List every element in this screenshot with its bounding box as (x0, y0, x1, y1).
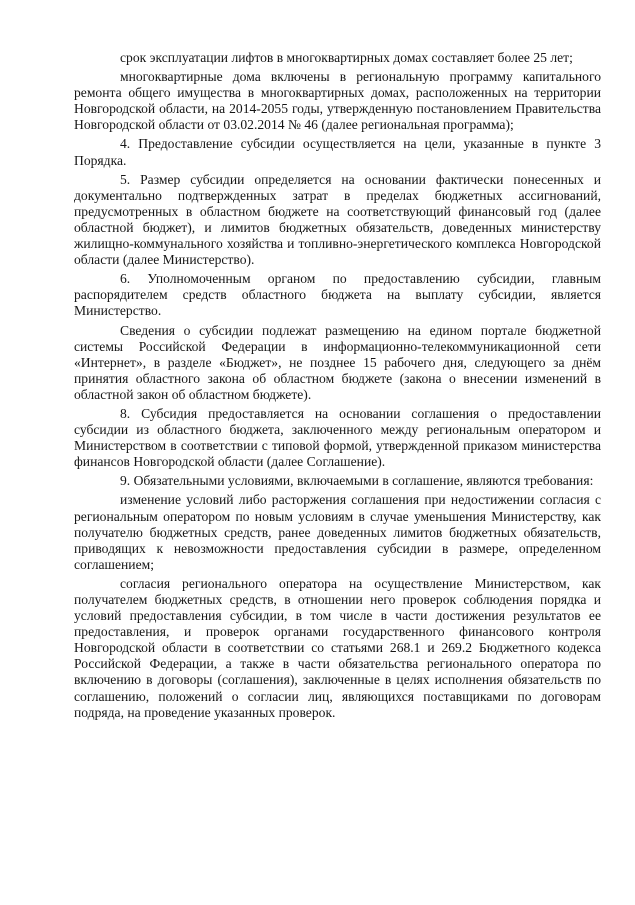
paragraph-elevator-lifetime: срок эксплуатации лифтов в многоквартирных домах составляет более 25 лет; (120, 50, 573, 65)
paragraph-audit-consent: согласия регионального оператора на осуществление Министерством, как получателем бюджетных средств, в отношении него проверок соблюдения порядка и условий предоставления субсидии, в том числе в части достижения результатов ее предоставления, и проверок органами государственного финансового контроля Новгородской области в соответствии со статьями 268.1 и 269.2 Бюджетного кодекса Российской Федерации, а также в части обязательства регионального оператора по включению в договоры (соглашения), заключенные в целях исполнения обязательств по соглашению, положений о согласии лиц, являющихся поставщиками по договорам подряда, на проведение указанных проверок. (74, 575, 601, 720)
paragraph-agreement-change: изменение условий либо расторжения соглашения при недостижении согласия с региональным оператором по новым условиям в случае уменьшения Министерству, как получателю бюджетных средств, ранее доведенных лимитов бюджетных обязательств, приводящих к невозможности предоставления субсидии в размере, определенном соглашением; (74, 492, 601, 572)
paragraph-item-6: 6. Уполномоченным органом по предоставлению субсидии, главным распорядителем средств областного бюджета на выплату субсидии, является Министерство. (74, 271, 601, 319)
paragraph-regional-program: многоквартирные дома включены в региональную программу капитального ремонта общего имущества в многоквартирных домах, расположенных на территории Новгородской области, на 2014-2055 годы, утвержденную постановлением Правительства Новгородской области от 03.02.2014 № 46 (далее региональная программа); (74, 69, 601, 133)
paragraph-item-9: 9. Обязательными условиями, включаемыми в соглашение, являются требования: (120, 473, 594, 489)
paragraph-subsidy-info: Сведения о субсидии подлежат размещению на едином портале бюджетной системы Российской Федерации в информационно-телекоммуникационной сети «Интернет», в разделе «Бюджет», не позднее 15 рабочего дня, следующего за днём принятия областного закона об областном бюджете (закона о внесении изменений в областной закон об областном бюджете). (74, 322, 601, 402)
paragraph-item-5: 5. Размер субсидии определяется на основании фактически понесенных и документально подтвержденных затрат в пределах бюджетных ассигнований, предусмотренных в областном бюджете на соответствующий финансовый год (далее областной бюджет), и лимитов бюджетных обязательств, доведенных министерству жилищно-коммунального хозяйства и топливно-энергетического комплекса Новгородской области (далее Министерство). (74, 171, 601, 268)
paragraph-item-8: 8. Субсидия предоставляется на основании соглашения о предоставлении субсидии из областного бюджета, заключенного между региональным оператором и Министерством в соответствии с типовой формой, утвержденной приказом министерства финансов Новгородской области (далее Соглашение). (74, 405, 601, 470)
paragraph-item-4: 4. Предоставление субсидии осуществляется на цели, указанные в пункте 3 Порядка. (74, 136, 601, 168)
